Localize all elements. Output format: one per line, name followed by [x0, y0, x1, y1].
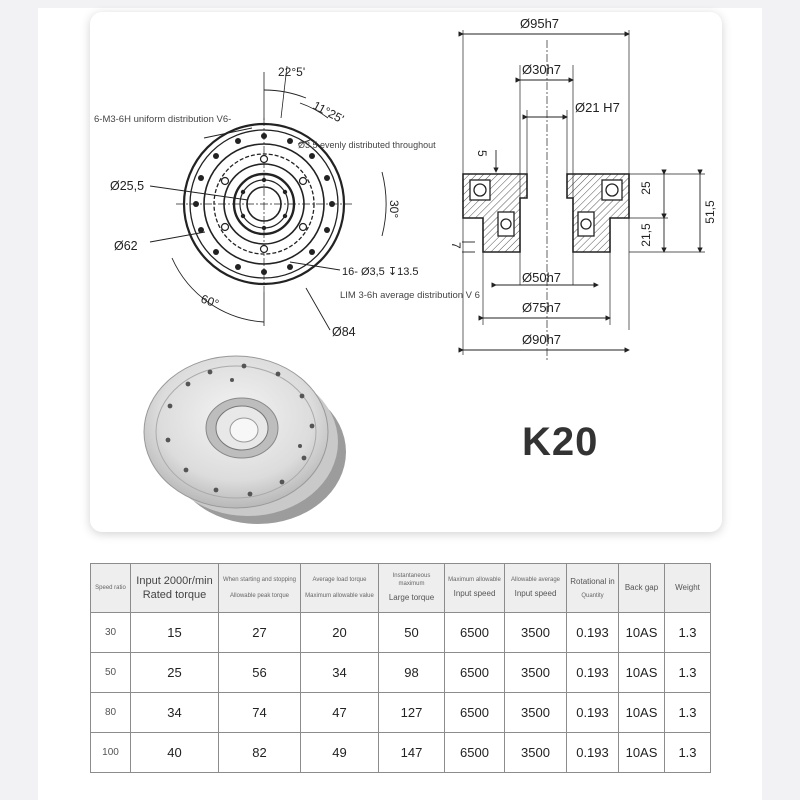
- header-max-input: Maximum allowable Input speed: [445, 564, 505, 613]
- dim-5: 5: [475, 150, 489, 157]
- table-cell: 56: [219, 653, 301, 693]
- angle-label-11-25: 11°25': [310, 98, 347, 127]
- table-cell: 80: [91, 693, 131, 733]
- table-cell: 6500: [445, 693, 505, 733]
- note-m3-holes: 6-M3-6H uniform distribution V6-: [94, 114, 232, 125]
- table-cell: 34: [301, 653, 379, 693]
- dim-51-5: 51,5: [703, 200, 717, 224]
- table-cell: 6500: [445, 733, 505, 773]
- table-cell: 27: [219, 613, 301, 653]
- dim-d84: Ø84: [332, 325, 356, 339]
- table-cell: 6500: [445, 613, 505, 653]
- table-cell: 50: [91, 653, 131, 693]
- table-cell: 3500: [505, 613, 567, 653]
- front-view-labels: [94, 65, 480, 339]
- table-cell: 74: [219, 693, 301, 733]
- table-header-row: [91, 564, 711, 613]
- table-cell: 1.3: [665, 733, 711, 773]
- page-margin-right: [762, 0, 800, 800]
- dim-25: 25: [639, 181, 653, 195]
- table-cell: 98: [379, 653, 445, 693]
- table-cell: 1.3: [665, 653, 711, 693]
- table-cell: 50: [379, 613, 445, 653]
- drawing-card: [90, 12, 722, 532]
- dim-d75h7: Ø75h7: [522, 300, 562, 315]
- angle-label-22-5: 22°5': [278, 65, 306, 79]
- header-instant-max: Instantaneous maximum Large torque: [379, 564, 445, 613]
- table-cell: 3500: [505, 733, 567, 773]
- angle-label-60: 60°: [198, 291, 221, 312]
- table-cell: 82: [219, 733, 301, 773]
- table-cell: 10AS: [619, 693, 665, 733]
- table-cell: 40: [131, 733, 219, 773]
- dim-d95h7: Ø95h7: [520, 16, 560, 31]
- table-cell: 1.3: [665, 693, 711, 733]
- table-cell: 3500: [505, 653, 567, 693]
- table-row: [91, 613, 711, 653]
- dim-d21h7: Ø21 H7: [575, 100, 620, 115]
- note-lim-holes: LIM 3-6h average distribution V 6: [340, 290, 480, 301]
- table-cell: 34: [131, 693, 219, 733]
- technical-drawing: [90, 12, 722, 532]
- dim-7: 7: [449, 242, 463, 249]
- header-avg-input: Allowable average Input speed: [505, 564, 567, 613]
- angle-label-30: 30°: [387, 200, 401, 219]
- table-cell: 20: [301, 613, 379, 653]
- table-cell: 0.193: [567, 613, 619, 653]
- table-cell: 10AS: [619, 653, 665, 693]
- table-cell: 49: [301, 733, 379, 773]
- table-cell: 100: [91, 733, 131, 773]
- table-row: [91, 733, 711, 773]
- page-margin-left: [0, 0, 38, 800]
- model-label: K20: [522, 420, 599, 464]
- header-speed-ratio: Speed ratio: [91, 564, 131, 613]
- product-photo: [144, 356, 346, 524]
- dim-d30h7: Ø30h7: [522, 62, 562, 77]
- table-cell: 10AS: [619, 733, 665, 773]
- table-cell: 127: [379, 693, 445, 733]
- table-row: [91, 693, 711, 733]
- table-cell: 0.193: [567, 693, 619, 733]
- dim-d50h7: Ø50h7: [522, 270, 562, 285]
- header-rated-torque: Input 2000r/min Rated torque: [131, 564, 219, 613]
- table-cell: 30: [91, 613, 131, 653]
- table-cell: 10AS: [619, 613, 665, 653]
- table-cell: 3500: [505, 693, 567, 733]
- note-even-holes: Ø3.5 evenly distributed throughout: [298, 140, 436, 150]
- table-cell: 6500: [445, 653, 505, 693]
- table-cell: 1.3: [665, 613, 711, 653]
- table-cell: 147: [379, 733, 445, 773]
- header-avg-load: Average load torque Maximum allowable value: [301, 564, 379, 613]
- header-back-gap: Back gap: [619, 564, 665, 613]
- table-cell: 47: [301, 693, 379, 733]
- table-cell: 0.193: [567, 653, 619, 693]
- header-peak-torque: When starting and stopping Allowable peak torque: [219, 564, 301, 613]
- dim-21-5: 21,5: [639, 223, 653, 247]
- dim-d62: Ø62: [114, 239, 138, 253]
- dim-d25-5: Ø25,5: [110, 179, 145, 193]
- header-inertia: Rotational in Quantity: [567, 564, 619, 613]
- table-cell: 15: [131, 613, 219, 653]
- spec-table: [90, 563, 711, 773]
- table-row: [91, 653, 711, 693]
- section-view: [462, 30, 705, 360]
- dim-d90h7: Ø90h7: [522, 332, 562, 347]
- page-margin-top: [0, 0, 800, 8]
- table-cell: 25: [131, 653, 219, 693]
- header-weight: Weight: [665, 564, 711, 613]
- table-cell: 0.193: [567, 733, 619, 773]
- dim-holes-16: 16- Ø3,5 ↧13.5: [342, 266, 419, 278]
